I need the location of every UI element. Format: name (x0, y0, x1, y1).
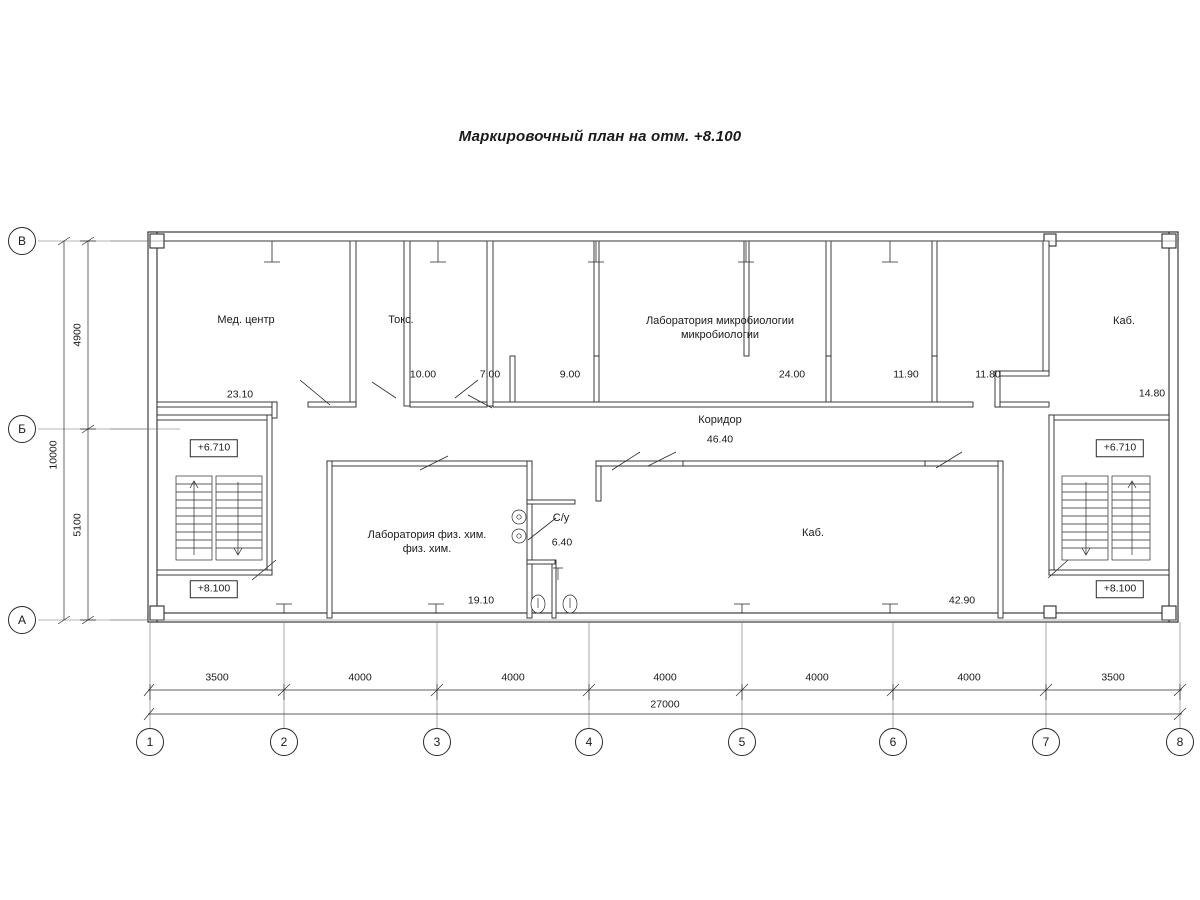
room-area-9: 9.00 (559, 368, 581, 381)
room-label-kab-top-right: Каб. (1113, 315, 1135, 328)
axis-label-b: Б (8, 415, 36, 443)
axis-grid-lines (38, 241, 1180, 728)
dimension-3-4: 4000 (501, 671, 525, 684)
dimension-b-a: 5100 (71, 513, 84, 537)
door-openings (252, 241, 1068, 613)
dimension-6-7: 4000 (957, 671, 981, 684)
page-title: Маркировочный план на отм. +8.100 (458, 128, 742, 145)
room-label-med-center: Мед. центр (217, 314, 275, 327)
room-label-corridor: Коридор (698, 414, 742, 427)
dimension-7-8: 3500 (1101, 671, 1125, 684)
dimension-total-length: 27000 (650, 698, 680, 711)
room-area-physchem-lab: 19.10 (467, 594, 495, 607)
level-mark-left-upper: +6.710 (190, 439, 238, 457)
dimension-total-width: 10000 (47, 440, 60, 470)
dimension-1-2: 3500 (205, 671, 229, 684)
axis-label-7: 7 (1032, 728, 1060, 756)
level-mark-right-lower: +8.100 (1096, 580, 1144, 598)
room-area-7: 7.00 (479, 368, 501, 381)
room-area-wc: 6.40 (551, 536, 573, 549)
room-label-physchem-lab-line1: Лаборатория физ. хим. (367, 529, 487, 542)
room-label-toks: Токс. (388, 314, 414, 327)
axis-label-1: 1 (136, 728, 164, 756)
dimension-v-b: 4900 (71, 323, 84, 347)
axis-label-v: В (8, 227, 36, 255)
dimension-5-6: 4000 (805, 671, 829, 684)
axis-label-a: А (8, 606, 36, 634)
axis-label-6: 6 (879, 728, 907, 756)
dimension-lines (58, 237, 1186, 720)
level-mark-right-upper: +6.710 (1096, 439, 1144, 457)
dimension-4-5: 4000 (653, 671, 677, 684)
room-label-microbiology-lab: Лаборатория микробиологии (645, 315, 795, 328)
room-area-corridor: 46.40 (706, 433, 734, 446)
axis-label-4: 4 (575, 728, 603, 756)
room-area-med-center: 23.10 (226, 388, 254, 401)
axis-label-5: 5 (728, 728, 756, 756)
room-label-physchem-lab-line2: физ. хим. (402, 543, 452, 556)
interior-walls (157, 241, 1169, 618)
level-mark-left-lower: +8.100 (190, 580, 238, 598)
dimension-2-3: 4000 (348, 671, 372, 684)
stairs-left (176, 476, 262, 560)
room-label-wc: С/у (552, 512, 570, 525)
room-area-kab-top-right: 14.80 (1138, 387, 1166, 400)
room-area-microbiology-lab: 24.00 (778, 368, 806, 381)
stairs-right (1062, 476, 1150, 560)
axis-label-3: 3 (423, 728, 451, 756)
axis-label-8: 8 (1166, 728, 1194, 756)
room-label-microbiology-lab-line2: микробиологии (680, 329, 760, 342)
room-area-toks: 10.00 (409, 368, 437, 381)
corner-columns (150, 234, 1176, 620)
room-area-kab-bottom: 42.90 (948, 594, 976, 607)
axis-label-2: 2 (270, 728, 298, 756)
room-label-kab-bottom: Каб. (802, 527, 824, 540)
room-area-11-80: 11.80 (975, 368, 1001, 381)
exterior-walls (148, 232, 1178, 622)
room-area-11-90: 11.90 (893, 368, 919, 381)
room-label-physchem-lab (368, 529, 487, 543)
